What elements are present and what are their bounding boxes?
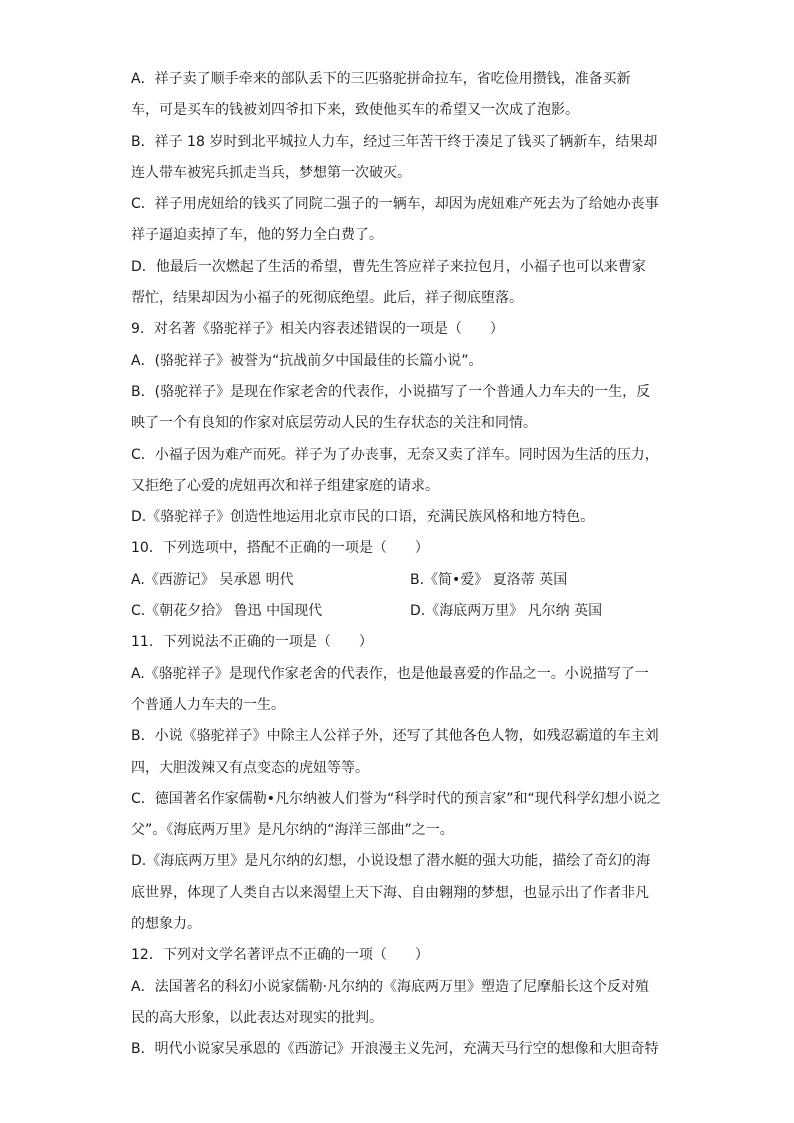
text-line: C．德国著名作家儒勒•凡尔纳被人们誉为“科学时代的预言家”和“现代科学幻想小说之 — [131, 790, 661, 807]
q11-option-a — [131, 659, 663, 722]
text-line: 车，可是买车的钱被刘四爷扣下来，致使他买车的希望又一次成了泡影。 — [131, 102, 579, 119]
q10-options-row-1 — [131, 565, 663, 596]
q11-stem: 11．下列说法不正确的一项是（ ） — [131, 634, 373, 651]
q11-option-b — [131, 721, 663, 784]
q9-option-b — [131, 377, 663, 440]
text-line: 四，大胆泼辣又有点变态的虎妞等等。 — [131, 759, 369, 776]
text-line: 父”。《海底两万里》是凡尔纳的“海洋三部曲”之一。 — [131, 822, 454, 839]
document-page — [131, 64, 663, 1066]
text-line: 个普通人力车夫的一生。 — [131, 696, 285, 713]
text-line: D.《海底两万里》是凡尔纳的幻想，小说设想了潜水艇的强大功能，描绘了奇幻的海 — [131, 853, 651, 870]
q9-option-d — [131, 502, 663, 533]
q8-option-b — [131, 127, 663, 190]
q12-option-a — [131, 972, 663, 1035]
text-line: B．明代小说家吴承恩的《西游记》开浪漫主义先河，充满天马行空的想像和大胆奇特 — [131, 1041, 659, 1058]
text-line: 的想象力。 — [131, 916, 201, 933]
text-line: A.《骆驼祥子》是现代作家老舍的代表作，也是他最喜爱的作品之一。小说描写了一 — [131, 665, 649, 682]
text-line: 映了一个有良知的作家对底层劳动人民的生存状态的关注和同情。 — [131, 415, 537, 432]
text-line: 又拒绝了心爱的虎妞再次和祥子组建家庭的请求。 — [131, 477, 439, 494]
q9-stem: 9．对名著《骆驼祥子》相关内容表述错误的一项是（ ） — [131, 321, 504, 338]
text-line: 连人带车被宪兵抓走当兵，梦想第一次破灭。 — [131, 164, 411, 181]
q10-option-a: A.《西游记》 吴承恩 明代 — [131, 571, 294, 588]
text-line: B．祥子 18 岁时到北平城拉人力车，经过三年苦干终于凑足了钱买了辆新车，结果却 — [131, 133, 658, 150]
text-line: 底世界，体现了人类自古以来渴望上天下海、自由翱翔的梦想，也显示出了作者非凡 — [131, 884, 649, 901]
q8-option-c — [131, 189, 663, 252]
text-line: A．(骆驼祥子》被誉为“抗战前夕中国最佳的长篇小说”。 — [131, 352, 483, 369]
q10-options-row-2 — [131, 596, 663, 627]
text-line: C．祥子用虎妞给的钱买了同院二强子的一辆车，却因为虎妞难产死去为了给她办丧事 — [131, 196, 659, 213]
text-line: 民的高大形象，以此表达对现实的批判。 — [131, 1009, 383, 1026]
text-line: 祥子逼迫卖掉了车，他的努力全白费了。 — [131, 227, 383, 244]
q10-option-d: D.《海底两万里》 凡尔纳 英国 — [410, 603, 603, 620]
text-line: D．他最后一次燃起了生活的希望，曹先生答应祥子来拉包月，小福子也可以来曹家 — [131, 258, 646, 275]
q12-stem: 12．下列对文学名著评点不正确的一项（ ） — [131, 947, 429, 964]
q10-option-b: B.《简•爱》 夏洛蒂 英国 — [410, 571, 568, 588]
q10-stem: 10．下列选项中，搭配不正确的一项是（ ） — [131, 540, 429, 557]
text-line: A．祥子卖了顺手牵来的部队丢下的三匹骆驼拼命拉车，省吃俭用攒钱，准备买新 — [131, 71, 631, 87]
text-line: B．(骆驼祥子》是现在作家老舍的代表作，小说描写了一个普通人力车夫的一生，反 — [131, 383, 651, 400]
q10-option-c: C.《朝花夕拾》 鲁迅 中国现代 — [131, 603, 323, 620]
q8-option-a — [131, 64, 663, 127]
q12-option-b — [131, 1034, 663, 1065]
q11-option-d — [131, 846, 663, 940]
text-line: 帮忙，结果却因为小福子的死彻底绝望。此后，祥子彻底堕落。 — [131, 290, 523, 307]
text-line: C．小福子因为难产而死。祥子为了办丧事，无奈又卖了洋车。同时因为生活的压力， — [131, 446, 659, 463]
q9-option-c — [131, 440, 663, 503]
text-line: D.《骆驼祥子》创造性地运用北京市民的口语，充满民族风格和地方特色。 — [131, 509, 595, 526]
text-line: B．小说《骆驼祥子》中除主人公祥子外，还写了其他各色人物，如残忍霸道的车主刘 — [131, 728, 659, 745]
q9-option-a — [131, 346, 663, 377]
q11-option-c — [131, 784, 663, 847]
text-line: A．法国著名的科幻小说家儒勒·凡尔纳的《海底两万里》塑造了尼摩船长这个反对殖 — [131, 978, 650, 995]
q8-option-d — [131, 252, 663, 315]
